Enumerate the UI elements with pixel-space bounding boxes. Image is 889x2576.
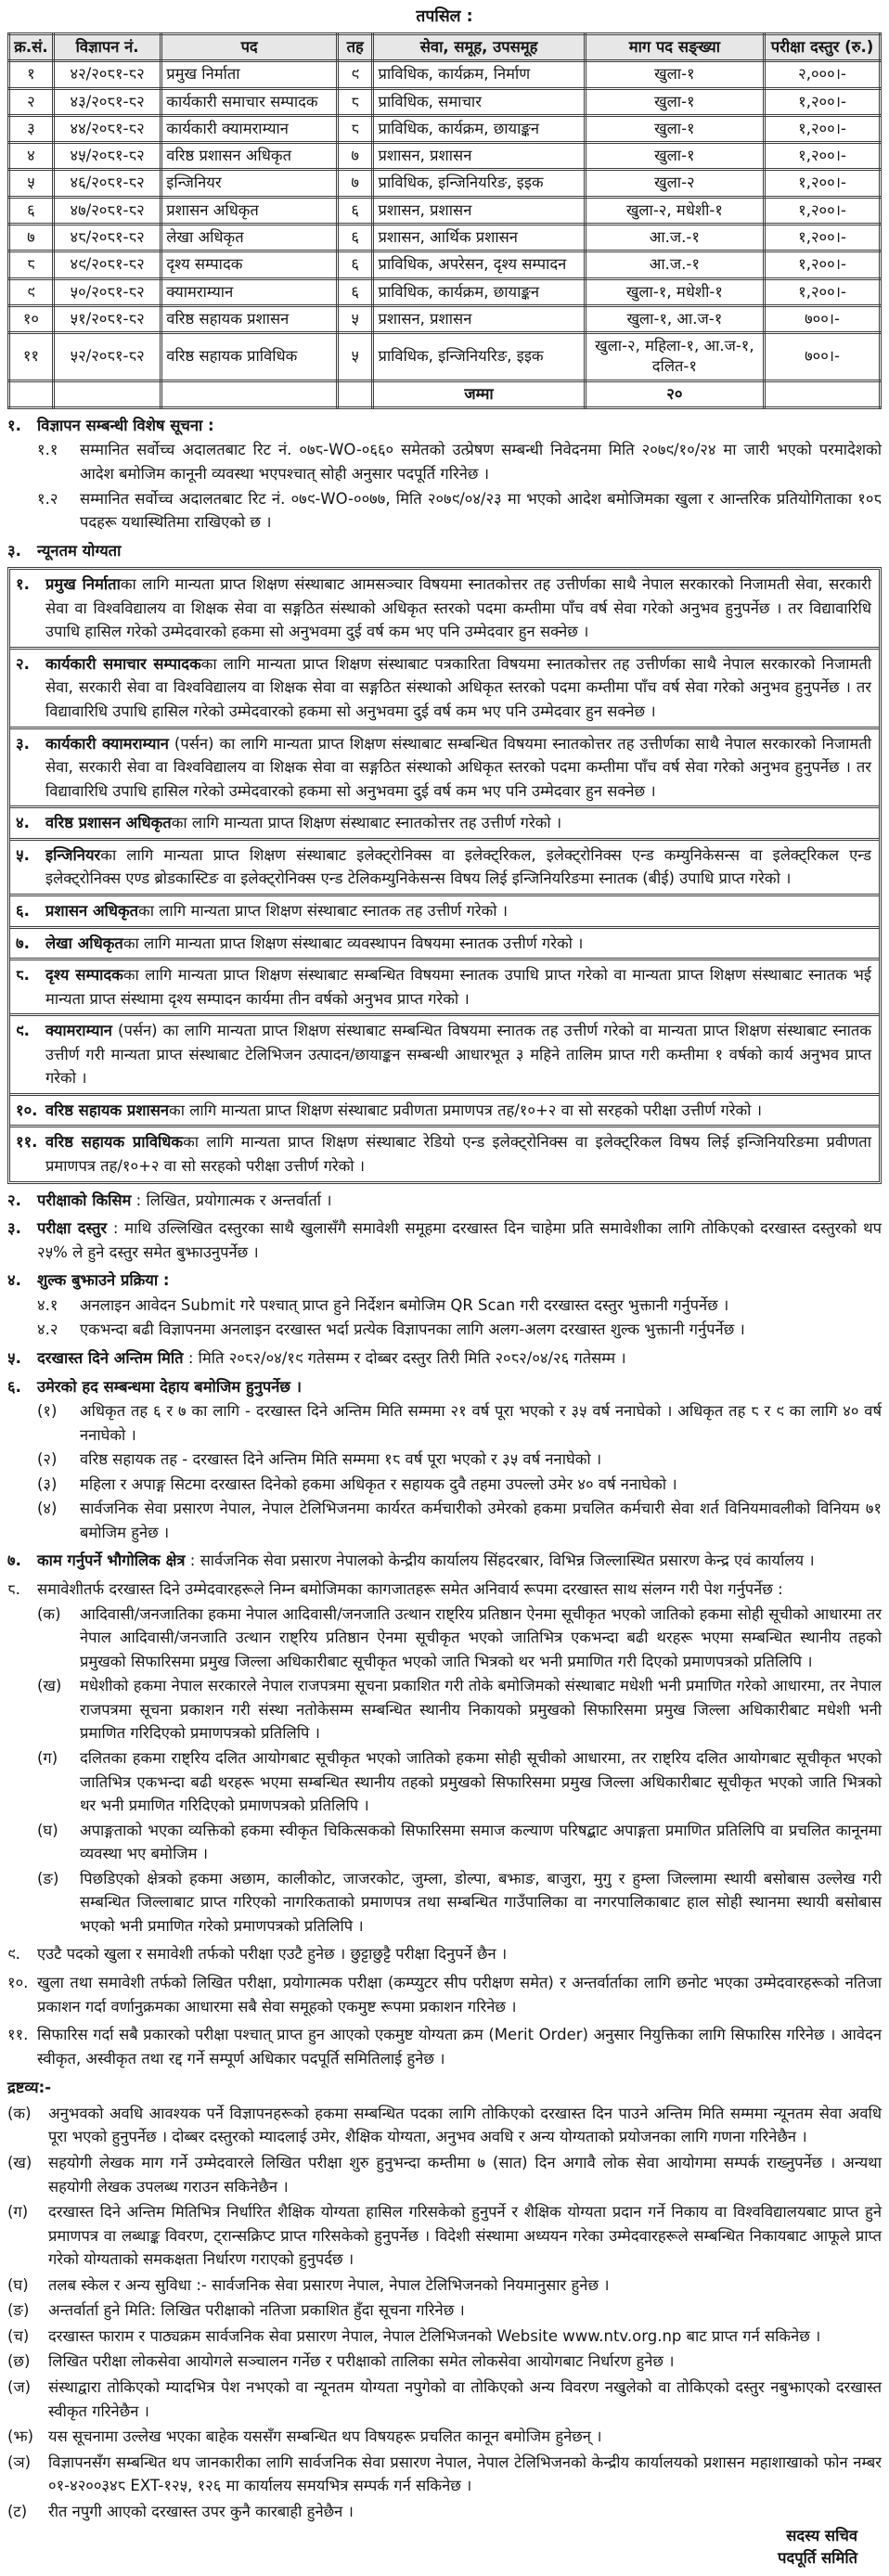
table-cell: खुला-२, मधेशी-१ <box>585 197 764 224</box>
sub-item-number: ४.२ <box>37 1320 58 1339</box>
table-cell: ४९/२०८१-८२ <box>53 251 161 278</box>
signature-role: सदस्य सचिव <box>786 2527 857 2545</box>
table-row <box>9 224 881 251</box>
table-cell: प्रमुख निर्माता <box>161 61 338 88</box>
qualification-text: कार्यकारी क्यामराम्यान (पर्सन) का लागि मान्यता प्राप्त शिक्षण संस्थाबाट सम्बन्धित विषयमा स्नातकोत्तर तह उत्तीर्णका साथै नेपाल सरकारको निजामती सेवा, सरकारी सेवा वा विश्वविद्यालय वा शिक्षक सेवा वा सङ्गठित संस्थाको अधिकृत स्तरको पदमा कम्तीमा पाँच वर्ष सेवा गरेको अनुभव हुनुपर्नेछ । तर विद्यावारिधि उपाधि हासिल गरेको उम्मेदवारको हकमा सो अनुभवमा दुई वर्ष कम भए पनि उम्मेदवार हुन सक्नेछ । <box>45 734 871 800</box>
column-header: क्र.सं. <box>9 34 54 61</box>
sub-item-number: (ङ) <box>37 1869 59 1887</box>
table-row <box>9 278 881 305</box>
section-body: काम गर्नुपर्ने भौगोलिक क्षेत्र : सार्वजनिक सेवा प्रसारण नेपालको केन्द्रीय कार्यालय सिंहदरबार, विभिन्न जिल्लास्थित प्रसारण केन्द्र एवं कार्यालय । <box>37 1552 815 1570</box>
section-item <box>7 1971 882 2018</box>
sub-item-text: अपाङ्गताको भएका व्यक्तिको हकमा स्वीकृत चिकित्सकको सिफारिसमा समाज कल्याण परिषद्बाट अपाङ्गता प्रमाणित प्रतिलिपि वा प्रचलित कानूनमा व्यवस्था भए बमोजिम । <box>80 1821 882 1863</box>
sub-item-number: १.२ <box>37 489 58 508</box>
notes-heading: द्रष्टव्य:- <box>7 2079 52 2097</box>
qualification-number: ११. <box>16 1133 38 1152</box>
note-text: लिखित परीक्षा लोकसेवा आयोगले सञ्चालन गर्नेछ र परीक्षाको तालिका समेत लोकसेवा आयोगबाट निर्धारण हुनेछ । <box>48 2352 675 2371</box>
sub-item-text: सम्मानित सर्वोच्च अदालतबाट रिट नं. ०७९-WO-००७७, मिति २०७९/०४/२३ मा भएको आदेश बमोजिमका खुला र आन्तरिक प्रतियोगिताका १०८ पदहरू यथास्थितिमा राखिएको छ । <box>80 489 882 532</box>
table-cell: १,२००।- <box>765 170 881 197</box>
table-cell: १,२००।- <box>765 224 881 251</box>
table-cell: ६ <box>9 197 54 224</box>
signature-block <box>7 2525 882 2568</box>
table-cell: ७००।- <box>765 305 881 332</box>
table-row <box>9 197 881 224</box>
position-name: लेखा अधिकृत <box>45 934 123 952</box>
qualification-text: वरिष्ठ प्रशासन अधिकृतका लागि मान्यता प्राप्त शिक्षण संस्थाबाट स्नातकोत्तर तह उत्तीर्ण गरेको । <box>45 814 562 832</box>
table-cell: प्राविधिक, कार्यक्रम, छायाङ्कन <box>373 278 585 305</box>
section-item <box>7 539 882 563</box>
section-item <box>7 1549 882 1573</box>
qualification-text: इन्जिनियरका लागि मान्यता प्राप्त शिक्षण संस्थाबाट इलेक्ट्रोनिक्स वा इलेक्ट्रिकल, इलेक्ट्रोनिक्स एन्ड कम्युनिकेसन्स वा इलेक्ट्रिकल एन्ड इलेक्ट्रोनिक्स एण्ड ब्रोडकास्टिङ वा इलेक्ट्रोनिक्स एन्ड टेलिकम्युनिकेसन्स विषय लिई इन्जिनियरिङमा स्नातक (बीई) उपाधि प्राप्त गरेको । <box>45 845 871 888</box>
note-text: दरखास्त दिने अन्तिम मितिभित्र निर्धारित शैक्षिक योग्यता हासिल गरिसकेको हुनुपर्ने र शैक्षिक योग्यता प्रदान गर्ने निकाय वा विश्वविद्यालयबाट प्राप्त हुने प्रमाणपत्र वा लब्धाङ्क विवरण, ट्रान्सक्रिप्ट प्राप्त गरिसकेको हुनुपर्नेछ । विदेशी संस्थामा अध्ययन गरेका उम्मेदवारहरूले सम्बन्धित निकायबाट आफूले प्राप्त गरेको योग्यताको समकक्षता निर्धारण गराएको हुनुपर्दछ । <box>48 2203 882 2269</box>
section-item <box>7 1269 882 1342</box>
table-cell: ३ <box>9 115 54 142</box>
table-cell: ८ <box>337 115 372 142</box>
note-text: तलब स्केल र अन्य सुविधा :- सार्वजनिक सेवा प्रसारण नेपाल, नेपाल टेलिभिजनको नियमानुसार हुनेछ । <box>48 2275 610 2294</box>
sub-item <box>37 1399 882 1447</box>
table-cell: ७ <box>337 143 372 170</box>
table-cell: क्यामराम्यान <box>161 278 338 305</box>
sub-item <box>37 1746 882 1818</box>
table-cell: कार्यकारी समाचार सम्पादक <box>161 88 338 115</box>
sub-item <box>37 1819 882 1866</box>
sub-item-text: पिछडिएको क्षेत्रको हकमा अछाम, कालीकोट, जाजरकोट, जुम्ला, डोल्पा, बझाङ, बाजुरा, मुगु र हुम्ला जिल्लामा स्थायी बसोबास उल्लेख गरी सम्बन्धित जिल्लाबाट प्राप्त गरिएको नागरिकताको प्रमाणपत्र तथा सम्बन्धित गाउँपालिका वा नगरपालिकाबाट हाल सोही स्थानमा स्थायी बसोबास भएको भनी प्रमाणित गरेको प्रमाणपत्रको प्रतिलिपि । <box>80 1869 882 1935</box>
sub-item-number: (घ) <box>37 1821 58 1839</box>
note-item <box>7 2451 882 2498</box>
table-cell: प्रशासन, प्रशासन <box>373 305 585 332</box>
sub-item <box>37 1318 882 1342</box>
qualification-item <box>10 808 879 841</box>
section-title: दरखास्त दिने अन्तिम मिति <box>37 1348 184 1367</box>
qualification-item <box>10 729 879 809</box>
note-item <box>7 2151 882 2198</box>
note-number: (ट) <box>7 2502 28 2520</box>
note-number: (क) <box>7 2104 32 2122</box>
table-row <box>9 61 881 88</box>
position-name: वरिष्ठ प्रशासन अधिकृत <box>45 814 172 832</box>
table-row <box>9 170 881 197</box>
sub-item-text: एकभन्दा बढी विज्ञापनमा अनलाइन दरखास्त भर्दा प्रत्येक विज्ञापनका लागि अलग-अलग दरखास्त शुल्क भुक्तानी गर्नुपर्नेछ । <box>80 1320 745 1339</box>
table-cell <box>53 380 161 407</box>
qualification-text: प्रमुख निर्माताका लागि मान्यता प्राप्त शिक्षण संस्थाबाट आमसञ्चार विषयमा स्नातकोत्तर तह उत्तीर्णका साथै नेपाल सरकारको निजामती सेवा, सरकारी सेवा वा विश्वविद्यालय वा शिक्षक सेवा वा सङ्गठित संस्थाको अधिकृत स्तरको पदमा कम्तीमा पाँच वर्ष सेवा गरेको अनुभव हुनुपर्नेछ । तर विद्यावारिधि उपाधि हासिल गरेको उम्मेदवारको हकमा सो अनुभवमा दुई वर्ष कम भए पनि उम्मेदवार हुन सक्नेछ । <box>45 575 872 641</box>
note-text: सहयोगी लेखक माग गर्ने उम्मेदवारले लिखित परीक्षा शुरु हुनुभन्दा कम्तीमा ७ (सात) दिन अगावै लोक सेवा आयोगमा सम्पर्क राख्नुपर्नेछ । अन्यथा सहयोगी लेखक उपलब्ध गराउन सकिनेछैन । <box>48 2153 882 2196</box>
sub-item-number: (४) <box>37 1500 58 1518</box>
sub-item-text: सार्वजनिक सेवा प्रसारण नेपाल, नेपाल टेलिभिजनमा कार्यरत कर्मचारीको उमेरको हकमा प्रचलित कर्मचारी सेवा शर्त विनियमावलीको विनियम ७१ बमोजिम हुनेछ । <box>80 1500 882 1541</box>
note-number: (च) <box>7 2326 30 2345</box>
note-number: (ग) <box>7 2203 29 2222</box>
qualification-item <box>10 1096 879 1128</box>
table-cell: खुला-१ <box>585 143 764 170</box>
table-cell <box>9 380 54 407</box>
notes-container <box>7 2102 882 2524</box>
sub-item-text: अनलाइन आवेदन Submit गरे पश्चात् प्राप्त हुने निर्देशन बमोजिम QR Scan गरी दरखास्त दस्तुर भुक्तानी गर्नुपर्नेछ । <box>80 1295 729 1314</box>
table-cell: लेखा अधिकृत <box>161 224 338 251</box>
qualification-text: दृश्य सम्पादकका लागि मान्यता प्राप्त शिक्षण संस्थाबाट सम्बन्धित विषयमा स्नातक उपाधि प्राप्त गरेको वा मान्यता प्राप्त शिक्षण संस्थाबाट स्नातक भई मान्यता प्राप्त संस्थामा दृश्य सम्पादन कार्यमा तीन वर्षको अनुभव प्राप्त गरेको । <box>45 966 871 1008</box>
section-item <box>7 414 882 535</box>
qualification-number: ९. <box>16 1022 30 1040</box>
table-cell: खुला-१, मधेशी-१ <box>585 278 764 305</box>
position-name: दृश्य सम्पादक <box>45 966 123 985</box>
note-text: रीत नपुगी आएको दरखास्त उपर कुनै कारबाही हुनेछैन । <box>48 2502 354 2520</box>
table-cell: ५ <box>337 305 372 332</box>
qualification-item <box>10 960 879 1016</box>
sub-item <box>37 1867 882 1938</box>
table-cell: ७००।- <box>765 333 881 381</box>
table-cell: ४३/२०८१-८२ <box>53 88 161 115</box>
sub-item <box>37 1448 882 1472</box>
table-cell: कार्यकारी क्यामराम्यान <box>161 115 338 142</box>
sections-container <box>7 414 882 2070</box>
total-value: २० <box>585 380 764 407</box>
section-body: समावेशीतर्फ दरखास्त दिने उम्मेदवारहरूले निम्न बमोजिमका कागजातहरू समेत अनिवार्य रूपमा दरखास्त साथ संलग्न गरी पेश गर्नुपर्नेछ : (क) आदिवासी/जनजातिका हकमा नेपाल आदिवासी/जनजाति उत्थान राष्ट्रिय प्रतिष्ठान ऐनमा सूचीकृत भएको जातिको हकमा सोही सूचीको आधारमा तर नेपाल आदिवासी/जनजाति उत्थान राष्ट्रिय प्रतिष्ठान ऐनमा सूचीकृत भएको जातिभित्र एकभन्दा बढी थरहरू भएमा सम्बन्धित स्थानीय तहको प्रमुखको सिफारिसमा प्रमुख जिल्ला अधिकारीबाट सूचीकृत भएको जाति भित्रको थर भनी प्रमाणित गरी दिएको प्रमाणपत्रको प्रतिलिपि । (ख) मधेशीको हकमा नेपाल सरकारले नेपाल राजपत्रमा सूचना प्रकाशित गरी तोके बमोजिमको संस्थाबाट मधेशी भनी प्रमाणित गरेको आधारमा, तर नेपाल राजपत्रमा सूचना प्रकाशन गरी संस्था नतोकेसम्म सम्बन्धित स्थानीय निकायको प्रमुखको सिफारिसमा प्रमुख जिल्ला अधिकारीबाट मधेशी भनी प्रमाणित गरिदिएको प्रमाणपत्रको प्रतिलिपि । (ग) दलितका हकमा राष्ट्रिय दलित आयोगबाट सूचीकृत भएको जातिको हकमा सोही सूचीको आधारमा, तर राष्ट्रिय दलित आयोगबाट सूचीकृत भएको जातिभित्र एकभन्दा बढी थरहरू भएमा सम्बन्धित स्थानीय तहको प्रमुखको सिफारिसमा प्रमुख जिल्ला अधिकारीबाट सूचीकृत भएको जाति भित्रको थर भनी प्रमाणित गरिदिएको प्रमाणपत्रको प्रतिलिपि । (घ) अपाङ्गताको भएका व्यक्तिको हकमा स्वीकृत चिकित्सकको सिफारिसमा समाज कल्याण परिषद्बाट अपाङ्गता प्रमाणित प्रतिलिपि वा प्रचलित कानूनमा व्यवस्था भए बमोजिम । (ङ) पिछडिएको क्षेत्रको हकमा अछाम, कालीकोट, जाजरकोट, जुम्ला, डोल्पा, बझाङ, बाजुरा, मुगु र हुम्ला जिल्लामा स्थायी बसोबास उल्लेख गरी सम्बन्धित जिल्लाबाट प्राप्त गरिएको नागरिकताको प्रमाणपत्र तथा सम्बन्धित गाउँपालिका वा नगरपालिकाबाट हाल सोही स्थानमा स्थायी बसोबास भएको भनी प्रमाणित गरेको प्रमाणपत्रको प्रतिलिपि । <box>37 1578 882 1938</box>
table-cell: दृश्य सम्पादक <box>161 251 338 278</box>
qualification-item <box>10 570 879 650</box>
sub-item-number: ४.१ <box>37 1295 58 1314</box>
table-cell: ५ <box>337 333 372 381</box>
vacancy-table <box>7 32 882 409</box>
table-cell: खुला-२, महिला-१, आ.ज-१, दलित-१ <box>585 333 764 381</box>
section-number: ३. <box>7 1219 21 1238</box>
section-body: खुला तथा समावेशी तर्फको लिखित परीक्षा, प्रयोगात्मक परीक्षा (कम्प्युटर सीप परीक्षण समेत) र अन्तर्वार्ताका लागि छनोट भएका उम्मेदवारहरूको नतिजा प्रकाशन गर्दा वर्णानुक्रमका आधारमा सबै सेवा समूहको एकमुष्ट रूपमा प्रकाशन गरिनेछ । <box>37 1974 882 2016</box>
table-cell <box>765 380 881 407</box>
table-cell: ९ <box>9 278 54 305</box>
section-item <box>7 1578 882 1938</box>
section-item <box>7 1346 882 1371</box>
section-title: परीक्षाको किसिम <box>37 1191 132 1209</box>
table-cell: प्राविधिक, अपरेसन, दृश्य सम्पादन <box>373 251 585 278</box>
section-number: ७. <box>7 1552 21 1570</box>
sub-item-number: (३) <box>37 1475 58 1493</box>
section-number: २. <box>7 1191 21 1209</box>
table-cell: प्राविधिक, इन्जिनियरिङ, इइक <box>373 333 585 381</box>
table-cell: प्राविधिक, कार्यक्रम, छायाङ्कन <box>373 115 585 142</box>
sub-item-number: (१) <box>37 1402 58 1421</box>
qualification-item <box>10 896 879 929</box>
position-name: क्यामराम्यान <box>45 1022 112 1040</box>
table-cell: ४८/२०८१-८२ <box>53 224 161 251</box>
table-cell: ४२/२०८१-८२ <box>53 61 161 88</box>
table-cell: आ.ज.-१ <box>585 251 764 278</box>
column-header: पद <box>161 34 338 61</box>
table-cell <box>161 380 338 407</box>
section-item <box>7 1217 882 1264</box>
column-header: विज्ञापन नं. <box>53 34 161 61</box>
table-cell: प्राविधिक, इन्जिनियरिङ, इइक <box>373 170 585 197</box>
sub-item <box>37 1674 882 1745</box>
qualification-text: कार्यकारी समाचार सम्पादकका लागि मान्यता प्राप्त शिक्षण संस्थाबाट पत्रकारिता विषयमा स्नातकोत्तर तह उत्तीर्णका साथै नेपाल सरकारको निजामती सेवा, सरकारी सेवा वा विश्वविद्यालय वा शिक्षक सेवा वा सङ्गठित संस्थाको अधिकृत स्तरको पदमा कम्तीमा पाँच वर्ष सेवा गरेको अनुभव हुनुपर्नेछ । तर विद्यावारिधि उपाधि हासिल गरेको उम्मेदवारको हकमा सो अनुभवमा दुई वर्ष कम भए पनि उम्मेदवार हुन सक्नेछ । <box>45 654 872 721</box>
table-cell: ८ <box>337 88 372 115</box>
table-cell: १,२००।- <box>765 278 881 305</box>
table-cell: १ <box>9 61 54 88</box>
column-header: सेवा, समूह, उपसमूह <box>373 34 585 61</box>
note-number: (ज) <box>7 2378 32 2397</box>
column-header: माग पद सङ्ख्या <box>585 34 764 61</box>
note-item <box>7 2102 882 2149</box>
qualification-number: ६. <box>16 901 30 920</box>
table-cell: ५ <box>9 170 54 197</box>
position-name: कार्यकारी क्यामराम्यान <box>45 734 169 753</box>
section-title: उमेरको हद सम्बन्धमा देहाय बमोजिम हुनुपर्नेछ । <box>37 1377 302 1396</box>
qualification-number: ५. <box>16 845 30 864</box>
table-cell: ६ <box>337 197 372 224</box>
page-title: तपसिल : <box>416 7 473 26</box>
table-cell: ४ <box>9 143 54 170</box>
note-item <box>7 2500 882 2524</box>
sub-item-text: आदिवासी/जनजातिका हकमा नेपाल आदिवासी/जनजाति उत्थान राष्ट्रिय प्रतिष्ठान ऐनमा सूचीकृत भएको जातिको हकमा सोही सूचीको आधारमा तर नेपाल आदिवासी/जनजाति उत्थान राष्ट्रिय प्रतिष्ठान ऐनमा सूचीकृत भएको जातिभित्र एकभन्दा बढी थरहरू भएमा सम्बन्धित स्थानीय तहको प्रमुखको सिफारिसमा प्रमुख जिल्ला अधिकारीबाट सूचीकृत भएको जाति भित्रको थर भनी प्रमाणित गरी दिएको प्रमाणपत्रको प्रतिलिपि । <box>80 1604 882 1670</box>
section-number: १०. <box>7 1974 29 1992</box>
note-text: यस सूचनामा उल्लेख भएका बाहेक यससँग सम्बन्धित थप विषयहरू प्रचलित कानून बमोजिम हुनेछन् । <box>48 2428 602 2446</box>
table-cell: वरिष्ठ सहायक प्राविधिक <box>161 333 338 381</box>
table-cell: ७ <box>337 170 372 197</box>
table-cell: खुला-२ <box>585 170 764 197</box>
qualification-text: प्रशासन अधिकृतका लागि मान्यता प्राप्त शिक्षण संस्थाबाट स्नातक तह उत्तीर्ण गरेको । <box>45 901 509 920</box>
qualification-number: २. <box>16 654 30 673</box>
table-cell: इन्जिनियर <box>161 170 338 197</box>
section-number: ३. <box>7 541 21 560</box>
total-label: जम्मा <box>373 380 585 407</box>
table-cell: ८ <box>9 251 54 278</box>
column-header: परीक्षा दस्तुर (रु.) <box>765 34 881 61</box>
table-cell: १० <box>9 305 54 332</box>
position-name: प्रमुख निर्माता <box>45 575 121 594</box>
table-cell: प्रशासन, आर्थिक प्रशासन <box>373 224 585 251</box>
section-item <box>7 1189 882 1213</box>
table-cell: १,२००।- <box>765 143 881 170</box>
table-cell: ९ <box>337 61 372 88</box>
section-body: परीक्षाको किसिम : लिखित, प्रयोगात्मक र अन्तर्वार्ता । <box>37 1191 332 1209</box>
table-header-row <box>9 34 881 61</box>
note-number: (झ) <box>7 2428 34 2446</box>
note-item <box>7 2425 882 2449</box>
note-item <box>7 2350 882 2374</box>
section-title: परीक्षा दस्तुर <box>37 1219 108 1238</box>
section-body <box>37 1375 882 1545</box>
table-cell: ६ <box>337 278 372 305</box>
qualification-item <box>10 1016 879 1096</box>
section-title: काम गर्नुपर्ने भौगोलिक क्षेत्र <box>37 1552 186 1570</box>
note-item <box>7 2273 882 2298</box>
note-number: (ङ) <box>7 2301 30 2320</box>
table-cell: ४७/२०८१-८२ <box>53 197 161 224</box>
note-number: (ख) <box>7 2153 32 2171</box>
sub-item <box>37 1603 882 1674</box>
qualification-number: ७. <box>16 934 30 952</box>
table-cell: खुला-१, आ.ज-१ <box>585 305 764 332</box>
qualification-number: १. <box>16 575 30 594</box>
table-cell: ४६/२०८१-८२ <box>53 170 161 197</box>
qualification-item <box>10 841 879 896</box>
table-cell: खुला-१ <box>585 88 764 115</box>
sub-item-text: सम्मानित सर्वोच्च अदालतबाट रिट नं. ०७८-WO-०६६० समेतको उत्प्रेषण सम्बन्धी निवेदनमा मिति २०७९/१०/२४ मा जारी भएको परमादेशको आदेश बमोजिम कानूनी व्यवस्था भएपश्चात् सोही अनुसार पदपूर्ति गरिनेछ । <box>80 441 882 483</box>
table-row <box>9 251 881 278</box>
section-title: विज्ञापन सम्बन्धी विशेष सूचना : <box>37 416 214 434</box>
section-number: ९. <box>7 1945 20 1964</box>
sub-item <box>37 487 882 535</box>
table-cell: २ <box>9 88 54 115</box>
qualification-number: १०. <box>16 1101 38 1119</box>
qualification-box <box>7 567 882 1183</box>
section-item <box>7 1375 882 1545</box>
table-row <box>9 115 881 142</box>
sub-item-text: मधेशीको हकमा नेपाल सरकारले नेपाल राजपत्रमा सूचना प्रकाशित गरी तोके बमोजिमको संस्थाबाट मधेशी भनी प्रमाणित गरेको आधारमा, तर नेपाल राजपत्रमा सूचना प्रकाशन गरी संस्था नतोकेसम्म सम्बन्धित स्थानीय निकायको प्रमुखको सिफारिसमा प्रमुख जिल्ला अधिकारीबाट मधेशी भनी प्रमाणित गरिदिएको प्रमाणपत्रको प्रतिलिपि । <box>80 1677 882 1743</box>
table-cell: ६ <box>337 251 372 278</box>
table-cell: वरिष्ठ प्रशासन अधिकृत <box>161 143 338 170</box>
section-body: सिफारिस गर्दा सबै प्रकारको परीक्षा पश्चात् प्राप्त हुन आएको एकमुष्ट योग्यता क्रम (Merit Order) अनुसार नियुक्तिका लागि सिफारिस गरिनेछ । आवेदन स्वीकृत, अस्वीकृत तथा रद्द गर्ने सम्पूर्ण अधिकार पदपूर्ति समितिलाई हुनेछ । <box>37 2026 882 2067</box>
table-cell: १,२००।- <box>765 115 881 142</box>
note-number: (घ) <box>7 2275 29 2294</box>
position-name: वरिष्ठ सहायक प्रशासन <box>45 1101 170 1119</box>
table-cell: खुला-१ <box>585 61 764 88</box>
table-cell: १,२००।- <box>765 197 881 224</box>
sub-item-text: अधिकृत तह ६ र ७ का लागि - दरखास्त दिने अन्तिम मिति सम्ममा २१ वर्ष पूरा भएको र ३५ वर्ष ननाघेको । अधिकृत तह ८ र ९ का लागि ४० वर्ष ननाघेको । <box>80 1402 882 1444</box>
position-name: इन्जिनियर <box>45 845 101 864</box>
table-cell: प्रशासन, प्रशासन <box>373 197 585 224</box>
sub-item-text: वरिष्ठ सहायक तह - दरखास्त दिने अन्तिम मिति सम्ममा १८ वर्ष पूरा भएको र ३५ वर्ष ननाघेको । <box>80 1450 602 1469</box>
note-text: संस्थाद्वारा तोकिएको म्यादभित्र पेश नभएको वा न्यूनतम योग्यता नपुगेको वा तोकिएको अन्य विवरण नखुलेको वा तोकिएको दस्तुर नबुझाएको दरखास्त स्वीकृत गरिनेछैन । <box>48 2378 882 2420</box>
qualification-text: क्यामराम्यान (पर्सन) का लागि मान्यता प्राप्त शिक्षण संस्थाबाट सम्बन्धित विषयमा स्नातक तह उत्तीर्ण गरेको वा मान्यता प्राप्त शिक्षण संस्थाबाट स्नातक उत्तीर्ण गरी मान्यता प्राप्त संस्थाबाट टेलिभिजन उत्पादन/छायाङ्कन सम्बन्धी आधारभूत ३ महिने तालिम प्राप्त गरी कम्तीमा १ वर्षको कार्य अनुभव प्राप्त गरेको । <box>45 1022 871 1088</box>
section-body <box>37 1269 882 1342</box>
section-number: ६. <box>7 1377 21 1396</box>
section-body: परीक्षा दस्तुर : माथि उल्लिखित दस्तुरका साथै खुलासँगै समावेशी समूहमा दरखास्त दिन चाहेमा प्रति समावेशीका लागि तोकिएको दरखास्त दस्तुरको थप २५% ले हुने दस्तुर समेत बुझाउनुपर्नेछ । <box>37 1219 882 1261</box>
table-cell: ६ <box>337 224 372 251</box>
position-name: वरिष्ठ सहायक प्राविधिक <box>45 1133 184 1152</box>
signature-committee: पदपूर्ति समिति <box>778 2548 857 2567</box>
note-number: (छ) <box>7 2352 31 2371</box>
sub-item-number: (ग) <box>37 1748 58 1767</box>
table-cell: १,२००।- <box>765 251 881 278</box>
table-total-row <box>9 380 881 407</box>
sub-item-number: १.१ <box>37 441 58 459</box>
table-cell: खुला-१ <box>585 115 764 142</box>
section-number: ५. <box>7 1348 21 1367</box>
table-cell: प्राविधिक, समाचार <box>373 88 585 115</box>
note-text: अनुभवको अवधि आवश्यक पर्ने विज्ञापनहरूको हकमा सम्बन्धित पदका लागि तोकिएको दरखास्त दिन पाउने अन्तिम मिति सम्ममा न्यूनतम सेवा अवधि पूरा भएको हुनुपर्नेछ । दोब्बर दस्तुरको म्यादलाई उमेर, शैक्षिक योग्यता, अनुभव अवधि र अन्य योग्यताको प्रयोजनका लागि गणना गरिनेछैन । <box>48 2104 882 2146</box>
section-number: ८. <box>7 1580 20 1599</box>
table-cell: ४५/२०८१-८२ <box>53 143 161 170</box>
note-item <box>7 2376 882 2423</box>
table-cell: २,०००।- <box>765 61 881 88</box>
table-cell: ४४/२०८१-८२ <box>53 115 161 142</box>
table-cell: ७ <box>9 224 54 251</box>
table-cell: प्रशासन अधिकृत <box>161 197 338 224</box>
qualification-item <box>10 1127 879 1180</box>
section-body: एउटै पदको खुला र समावेशी तर्फको परीक्षा एउटै हुनेछ । छुट्टाछुट्टै परीक्षा दिनुपर्ने छैन । <box>37 1945 508 1964</box>
qualification-text: लेखा अधिकृतका लागि मान्यता प्राप्त शिक्षण संस्थाबाट व्यवस्थापन विषयमा स्नातक उत्तीर्ण गरेको । <box>45 934 584 952</box>
qualification-number: ३. <box>16 734 30 753</box>
sub-item <box>37 438 882 485</box>
section-title: शुल्क बुझाउने प्रक्रिया : <box>37 1271 170 1290</box>
table-cell: वरिष्ठ सहायक प्रशासन <box>161 305 338 332</box>
section-number: ४. <box>7 1271 21 1290</box>
section-item <box>7 1942 882 1966</box>
sub-item-text: महिला र अपाङ्ग सिटमा दरखास्त दिनेको हकमा अधिकृत र सहायक दुवै तहमा उपल्लो उमेर ४० वर्ष ननाघेको । <box>80 1475 677 1493</box>
table-cell <box>337 380 372 407</box>
note-item <box>7 2200 882 2272</box>
table-row <box>9 305 881 332</box>
table-row <box>9 88 881 115</box>
section-item <box>7 2023 882 2070</box>
sub-item-number: (२) <box>37 1450 58 1469</box>
qualification-text: वरिष्ठ सहायक प्रशासनका लागि मान्यता प्राप्त शिक्षण संस्थाबाट प्रवीणता प्रमाणपत्र तह/१०+२ वा सो सरहको परीक्षा उत्तीर्ण गरेको । <box>45 1101 762 1119</box>
section-body <box>37 539 882 563</box>
table-row <box>9 143 881 170</box>
column-header: तह <box>337 34 372 61</box>
table-cell: ५२/२०८१-८२ <box>53 333 161 381</box>
qualification-text: वरिष्ठ सहायक प्राविधिकका लागि मान्यता प्राप्त शिक्षण संस्थाबाट रेडियो एन्ड इलेक्ट्रोनिक्स वा इलेक्ट्रिकल विषय लिई इन्जिनियरिङमा प्रवीणता प्रमाणपत्र तह/१०+२ वा सो सरहको परीक्षा उत्तीर्ण गरेको । <box>45 1133 871 1176</box>
section-body <box>37 414 882 535</box>
sub-item-text: दलितका हकमा राष्ट्रिय दलित आयोगबाट सूचीकृत भएको जातिको हकमा सोही सूचीको आधारमा, तर राष्ट्रिय दलित आयोगबाट सूचीकृत भएको जातिभित्र एकभन्दा बढी थरहरू भएमा सम्बन्धित स्थानीय तहको प्रमुखको सिफारिसमा प्रमुख जिल्ला अधिकारीबाट सूचीकृत भएको जाति भित्रको थर भनी प्रमाणित गरिदिएको प्रमाणपत्रको प्रतिलिपि । <box>80 1748 882 1815</box>
sub-item <box>37 1497 882 1544</box>
table-cell: ५१/२०८१-८२ <box>53 305 161 332</box>
note-number: (ञ) <box>7 2453 32 2471</box>
section-title: न्यूनतम योग्यता <box>37 541 122 560</box>
section-number: १. <box>7 416 21 434</box>
note-item <box>7 2325 882 2349</box>
sub-item <box>37 1294 882 1318</box>
qualification-item <box>10 650 879 729</box>
note-text: अन्तर्वार्ता हुने मिति: लिखित परीक्षाको नतिजा प्रकाशित हुँदा सूचना गरिनेछ । <box>48 2301 465 2320</box>
qualification-item <box>10 929 879 961</box>
qualification-number: ४. <box>16 814 30 832</box>
table-cell: १,२००।- <box>765 88 881 115</box>
table-cell: प्रशासन, प्रशासन <box>373 143 585 170</box>
section-body: दरखास्त दिने अन्तिम मिति : मिति २०८२/०४/१९ गतेसम्म र दोब्बर दस्तुर तिरी मिति २०८२/०४/२६ गतेसम्म । <box>37 1348 626 1367</box>
sub-item-number: (ख) <box>37 1677 62 1695</box>
note-text: विज्ञापनसँग सम्बन्धित थप जानकारीका लागि सार्वजनिक सेवा प्रसारण नेपाल, नेपाल टेलिभिजनको केन्द्रीय कार्यालयको प्रशासन महाशाखाको फोन नम्बर ०१-४२००३४८ EXT-१२५, १२६ मा कार्यालय समयभित्र सम्पर्क गर्न सकिनेछ । <box>48 2453 882 2495</box>
sub-item-number: (क) <box>37 1604 61 1623</box>
note-text: दरखास्त फाराम र पाठ्यक्रम सार्वजनिक सेवा प्रसारण नेपाल, नेपाल टेलिभिजनको Website www.ntv.org.np बाट प्राप्त गर्न सकिनेछ । <box>48 2326 821 2345</box>
table-cell: ११ <box>9 333 54 381</box>
note-item <box>7 2299 882 2323</box>
qualification-number: ८. <box>16 966 30 985</box>
table-cell: ५०/२०८१-८२ <box>53 278 161 305</box>
table-cell: प्राविधिक, कार्यक्रम, निर्माण <box>373 61 585 88</box>
position-name: कार्यकारी समाचार सम्पादक <box>45 654 201 673</box>
table-cell: आ.ज.-१ <box>585 224 764 251</box>
section-number: ११. <box>7 2026 29 2044</box>
table-row <box>9 333 881 381</box>
sub-item <box>37 1473 882 1497</box>
position-name: प्रशासन अधिकृत <box>45 901 139 920</box>
